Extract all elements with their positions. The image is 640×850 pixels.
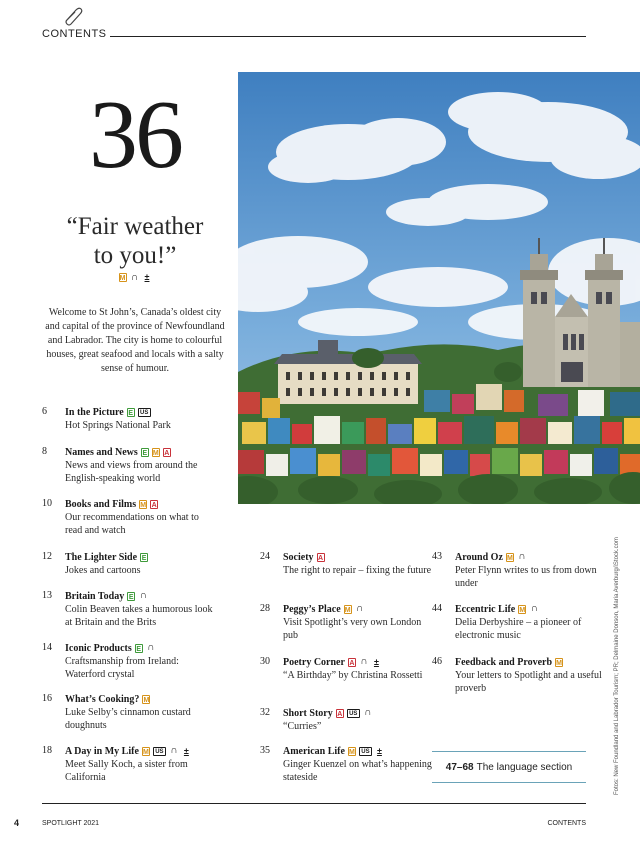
entry-description: Peter Flynn writes to us from down under [455,565,597,589]
feature-headline [42,212,228,270]
entry-page-number: 6 [42,406,47,417]
entry-page-number: 43 [432,551,442,562]
entry-page-number: 18 [42,745,52,756]
entry-description: “Curries” [283,721,322,732]
language-section-label: The language section [476,761,573,773]
entry-title: Books and Films [65,498,137,510]
level-easy-badge: E [142,449,148,457]
feature-page-number: 36 [89,81,181,189]
entry-title: The Lighter Side [65,551,138,563]
entry-description: The right to repair – fixing the future [283,565,432,576]
american-english-badge: US [347,709,360,718]
level-medium-badge: M [140,501,147,509]
entry-description: Your letters to Spotlight and a useful proverb [455,670,602,694]
entry-page-number: 28 [260,603,270,614]
section-title: CONTENTS [42,28,107,40]
footer-divider [42,803,586,804]
entry-title: Eccentric Life [455,603,516,615]
entry-description: Our recommendations on what to read and watch [65,512,199,536]
level-easy-badge: E [141,554,147,562]
headphones-icon: ∩ [364,707,372,718]
entry-page-number: 13 [42,590,52,601]
feature-headline-line-2: to you!” [93,242,177,269]
page-number: 4 [14,818,20,828]
entry-description: News and views from around the English-speaking world [65,460,198,484]
headphones-icon: ∩ [147,642,155,653]
entry-description: Colin Beaven takes a humorous look at Britain and the Brits [65,604,213,628]
footer-publication: SPOTLIGHT 2021 [42,820,100,827]
entry-title: In the Picture [65,406,124,418]
level-advanced-badge: A [318,554,324,562]
entry-title: A Day in My Life [65,745,139,757]
feature-intro: Welcome to St John’s, Canada’s oldest city and capital of the province of Newfoundland and Labrador. The city is home to colourful houses, great seafood and locals with a salty sense of humour. [45,307,225,374]
entry-title: Feedback and Proverb [455,656,553,668]
language-section-link[interactable] [432,751,586,783]
level-medium-badge: M [142,748,149,756]
entry-page-number: 30 [260,656,270,667]
headphones-icon: ∩ [518,551,526,562]
entry-description: Hot Springs National Park [65,420,171,431]
level-medium-badge: M [119,275,126,282]
st-johns-cityscape [238,72,640,504]
footer-section: CONTENTS [547,820,586,827]
feature-badges [42,273,228,283]
entry-title: Britain Today [65,590,125,602]
level-medium-badge: M [556,659,562,667]
level-medium-badge: M [344,606,351,614]
level-advanced-badge: A [337,710,343,718]
feature-headline-line-1: “Fair weather [66,213,204,240]
level-advanced-badge: A [164,449,170,457]
header-divider [110,36,586,37]
entry-page-number: 24 [260,551,270,562]
paperclip-icon [62,6,84,26]
entry-page-number: 14 [42,642,52,653]
level-easy-badge: E [128,409,134,417]
entry-title: Iconic Products [65,642,132,654]
exercise-icon: ± [144,272,150,282]
american-english-badge: US [138,408,151,417]
entry-page-number: 46 [432,656,442,667]
entry-page-number: 12 [42,551,52,562]
headphones-icon: ∩ [530,603,538,614]
entry-page-number: 32 [260,707,270,718]
level-medium-badge: M [519,606,526,614]
cover-photo [238,72,640,504]
headphones-icon: ∩ [170,745,178,756]
headphones-icon: ∩ [360,656,368,667]
entry-page-number: 10 [42,498,52,509]
exercise-icon: ± [373,656,379,667]
level-medium-badge: M [349,748,355,756]
level-easy-badge: E [128,593,134,601]
entry-title: American Life [283,745,345,757]
entry-description: Luke Selby’s cinnamon custard doughnuts [65,707,191,731]
level-advanced-badge: A [151,501,157,509]
headphones-icon: ∩ [356,603,364,614]
level-medium-badge: M [143,696,150,704]
entry-description: Ginger Kuenzel on what’s happening stateside [283,759,432,783]
level-easy-badge: E [136,645,142,653]
exercise-icon: ± [376,745,382,756]
entry-title: Around Oz [455,551,503,563]
entry-title: Peggy’s Place [283,603,341,615]
entry-title: What’s Cooking? [65,693,140,705]
entry-description: “A Birthday” by Christina Rossetti [283,670,423,681]
entry-title: Poetry Corner [283,656,345,668]
entry-description: Meet Sally Koch, a sister from California [65,759,188,783]
entry-page-number: 35 [260,745,270,756]
entry-page-number: 16 [42,693,52,704]
entry-title: Society [283,551,314,563]
photo-credit: Fotos: New Foundland and Labrador Tourism; PR; Delmaine Donson, Maria Averburg/iStock.com [614,537,620,795]
entry-description: Visit Spotlight’s very own London pub [283,617,422,641]
language-section-pages: 47–68 [445,761,474,773]
level-advanced-badge: A [349,659,355,667]
entry-description: Craftsmanship from Ireland: Waterford crystal [65,656,179,680]
entry-page-number: 44 [432,603,442,614]
entry-description: Delia Derbyshire – a pioneer of electronic music [455,617,582,641]
exercise-icon: ± [183,745,189,756]
entry-description: Jokes and cartoons [65,565,141,576]
level-medium-badge: M [152,449,159,457]
headphones-icon: ∩ [139,590,147,601]
entry-title: Short Story [283,707,333,719]
entry-title: Names and News [65,446,138,458]
american-english-badge: US [359,747,372,756]
level-medium-badge: M [506,554,513,562]
entry-page-number: 8 [42,446,47,457]
american-english-badge: US [153,747,166,756]
headphones-icon: ∩ [130,272,139,283]
